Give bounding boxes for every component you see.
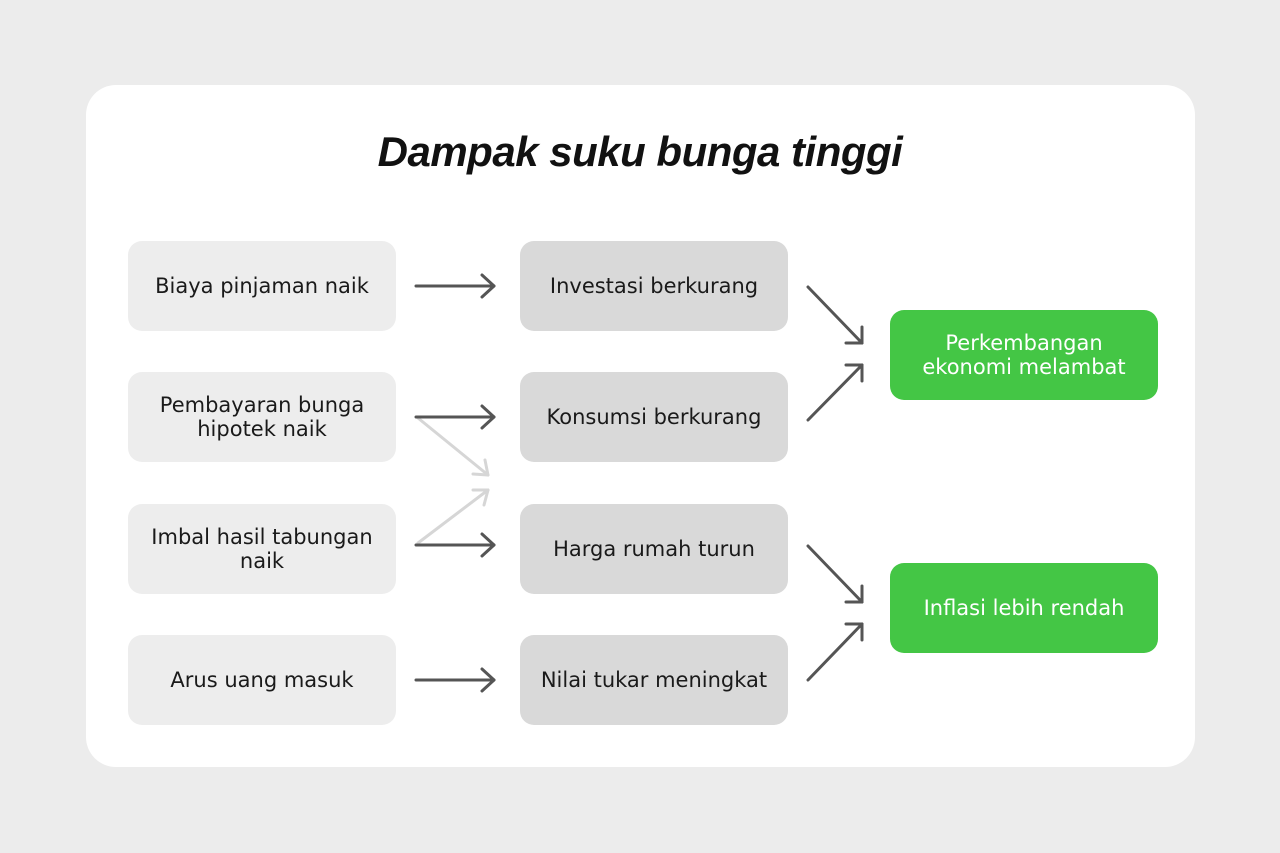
arrow-icon [808,287,862,343]
outcome-box-lower-inflation: Inflasi lebih rendah [890,563,1158,653]
cross-arrow-mortgage-to-house-prices [418,418,488,475]
effect-box-consumption: Konsumsi berkurang [520,372,788,462]
outcome-box-slower-growth: Perkembangan ekonomi melambat [890,310,1158,400]
arrow-icon [808,365,862,420]
arrow-icon [416,669,494,691]
effect-box-investment: Investasi berkurang [520,241,788,331]
cause-box-borrowing-cost: Biaya pinjaman naik [128,241,396,331]
arrow-icon [808,624,862,680]
effect-box-house-prices: Harga rumah turun [520,504,788,594]
cause-box-mortgage-interest: Pembayaran bunga hipotek naik [128,372,396,462]
cause-box-money-inflow: Arus uang masuk [128,635,396,725]
arrow-icon [416,275,494,297]
cause-box-savings-yield: Imbal hasil tabungan naik [128,504,396,594]
arrow-icon [808,546,862,602]
effect-box-exchange-rate: Nilai tukar meningkat [520,635,788,725]
cross-arrow-savings-to-consumption [418,490,488,543]
diagram-title: Dampak suku bunga tinggi [377,128,903,175]
